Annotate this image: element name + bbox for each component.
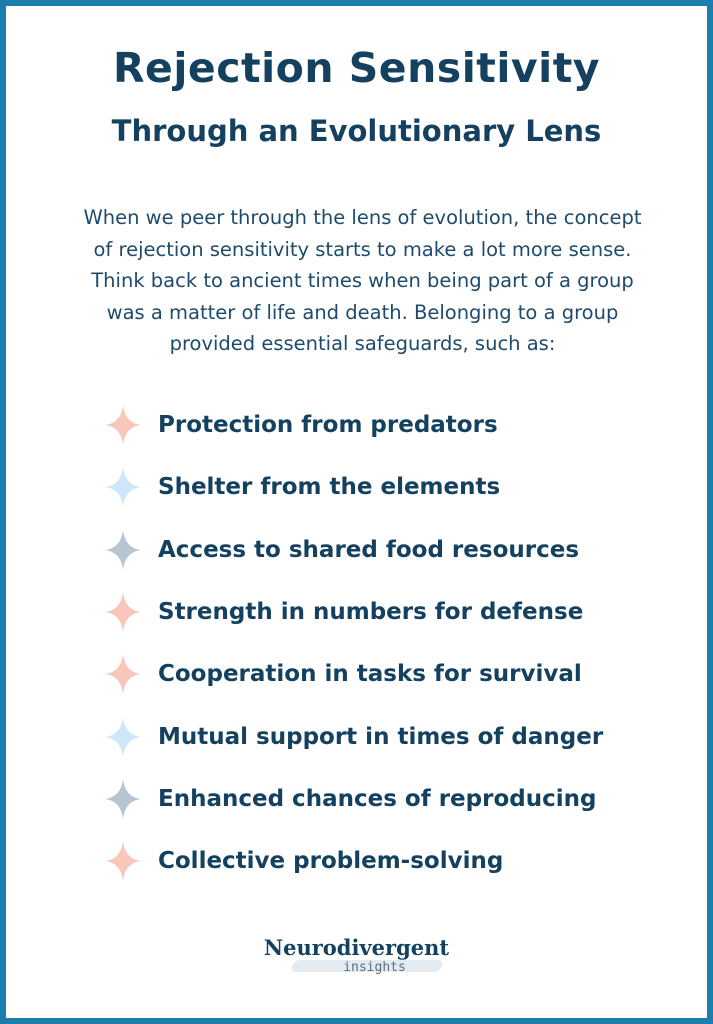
list-item [104, 456, 603, 518]
list-item-label: Mutual support in times of danger [158, 723, 604, 750]
sparkle-icon [104, 591, 142, 633]
list-item-label: Shelter from the elements [158, 474, 501, 501]
list-item [104, 643, 603, 705]
sparkle-icon [104, 778, 142, 820]
intro-paragraph [46, 202, 679, 360]
brand-logo [6, 936, 707, 975]
list-item-label: Strength in numbers for defense [158, 599, 584, 626]
intro-line: Think back to ancient times when being part of a group [91, 269, 634, 293]
sparkle-icon [104, 653, 142, 695]
list-item-label: Protection from predators [158, 412, 498, 439]
list-item [104, 768, 603, 830]
intro-line: of rejection sensitivity starts to make a lot more sense. [93, 237, 632, 261]
sparkle-icon [104, 529, 142, 571]
list-item [104, 830, 603, 892]
list-item [104, 519, 603, 581]
list-item [104, 581, 603, 643]
sparkle-icon [104, 716, 142, 758]
list-item [104, 705, 603, 767]
logo-wordmark: Neurodivergent [263, 935, 450, 960]
sparkle-icon [104, 840, 142, 882]
intro-line: was a matter of life and death. Belonging to a group [106, 300, 619, 324]
list-item-label: Access to shared food resources [158, 536, 580, 563]
page-subtitle: Through an Evolutionary Lens [111, 114, 602, 148]
page-title: Rejection Sensitivity [112, 44, 601, 92]
sparkle-icon [104, 404, 142, 446]
list-item-label: Collective problem-solving [158, 848, 504, 875]
sparkle-icon [104, 466, 142, 508]
logo-subtext: insights [343, 960, 406, 975]
list-item-label: Cooperation in tasks for survival [158, 661, 582, 688]
intro-line: When we peer through the lens of evolution, the concept [83, 206, 642, 229]
safeguards-list [104, 394, 603, 892]
intro-line: provided essential safeguards, such as: [169, 332, 556, 356]
list-item [104, 394, 603, 456]
list-item-label: Enhanced chances of reproducing [158, 785, 597, 812]
